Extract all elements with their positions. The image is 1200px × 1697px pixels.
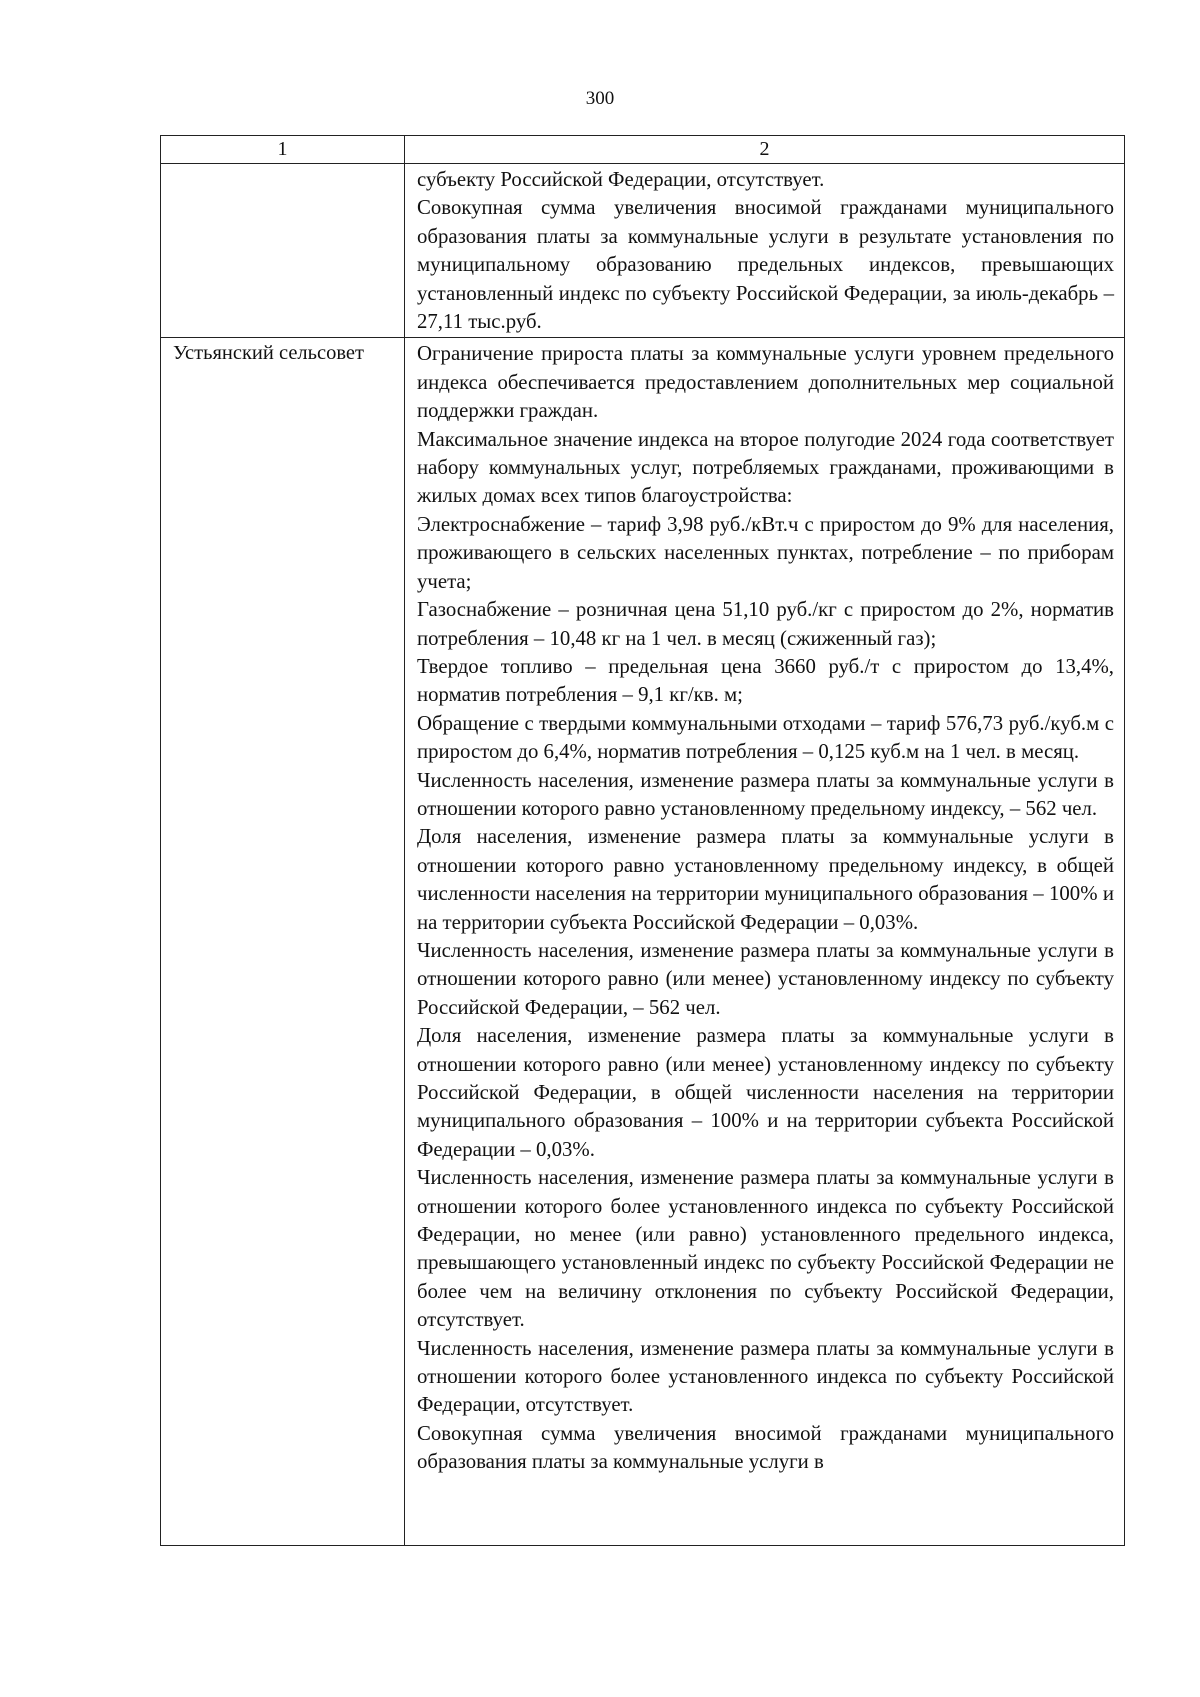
header-cell-2: 2 bbox=[405, 136, 1125, 164]
paragraph: Численность населения, изменение размера платы за коммунальные услуги в отношении которого равно (или менее) установленному индексу по субъекту Российской Федерации, – 562 чел. bbox=[417, 938, 1114, 1019]
paragraph: Обращение с твердыми коммунальными отходами – тариф 576,73 руб./куб.м с приростом до 6,4%, норматив потребления – 0,125 куб.м на 1 чел. в месяц. bbox=[417, 711, 1114, 764]
description-cell bbox=[405, 338, 1125, 1546]
table-header-row bbox=[161, 136, 1125, 164]
paragraph: Совокупная сумма увеличения вносимой гражданами муниципального образования платы за коммунальные услуги в результате установления по муниципальному образованию предельных индексов, превышающих установленный индекс по субъекту Российской Федерации, за июль-декабрь – 27,11 тыс.руб. bbox=[417, 196, 1114, 334]
table-row bbox=[161, 338, 1125, 1546]
paragraph: Максимальное значение индекса на второе полугодие 2024 года соответствует набору коммунальных услуг, потребляемых гражданами, проживающими в жилых домах всех типов благоустройства: bbox=[417, 427, 1114, 508]
description-cell bbox=[405, 164, 1125, 338]
header-cell-1: 1 bbox=[161, 136, 405, 164]
table-row bbox=[161, 164, 1125, 338]
paragraph: Доля населения, изменение размера платы за коммунальные услуги в отношении которого равно (или менее) установленному индексу по субъекту Российской Федерации, в общей численности населения на территории муниципального образования – 100% и на территории субъекта Российской Федерации – 0,03%. bbox=[417, 1024, 1114, 1161]
page-number: 300 bbox=[585, 88, 615, 109]
paragraph: Численность населения, изменение размера платы за коммунальные услуги в отношении которого равно установленному предельному индексу, – 562 чел. bbox=[417, 768, 1114, 820]
paragraph: Твердое топливо – предельная цена 3660 руб./т с приростом до 13,4%, норматив потребления – 9,1 кг/кв. м; bbox=[417, 654, 1114, 707]
paragraph: субъекту Российской Федерации, отсутствует. bbox=[417, 168, 825, 191]
paragraph: Ограничение прироста платы за коммунальные услуги уровнем предельного индекса обеспечивается предоставлением дополнительных мер социальной поддержки граждан. bbox=[417, 342, 1114, 423]
paragraph: Доля населения, изменение размера платы за коммунальные услуги в отношении которого равно установленному предельному индексу, в общей численности населения на территории муниципального образования – 100% и на территории субъекта Российской Федерации – 0,03%. bbox=[417, 825, 1114, 934]
paragraph: Численность населения, изменение размера платы за коммунальные услуги в отношении которого более установленного индекса по субъекту Российской Федерации, но менее (или равно) установленного предельного индекса, превышающего установленный индекс по субъекту Российской Федерации не более чем на величину отклонения по субъекту Российской Федерации, отсутствует. bbox=[417, 1166, 1114, 1332]
municipality-name-cell bbox=[161, 164, 405, 338]
paragraph: Электроснабжение – тариф 3,98 руб./кВт.ч с приростом до 9% для населения, проживающего в сельских населенных пунктах, потребление – по приборам учета; bbox=[417, 512, 1114, 593]
municipality-name-cell: Устьянский сельсовет bbox=[161, 338, 405, 1546]
document-table bbox=[160, 135, 1125, 1546]
paragraph: Газоснабжение – розничная цена 51,10 руб./кг с приростом до 2%, норматив потребления – 10,48 кг на 1 чел. в месяц (сжиженный газ); bbox=[417, 598, 1114, 650]
paragraph: Численность населения, изменение размера платы за коммунальные услуги в отношении которого более установленного индекса по субъекту Российской Федерации, отсутствует. bbox=[417, 1336, 1114, 1417]
paragraph: Совокупная сумма увеличения вносимой гражданами муниципального образования платы за коммунальные услуги в bbox=[417, 1421, 1114, 1474]
